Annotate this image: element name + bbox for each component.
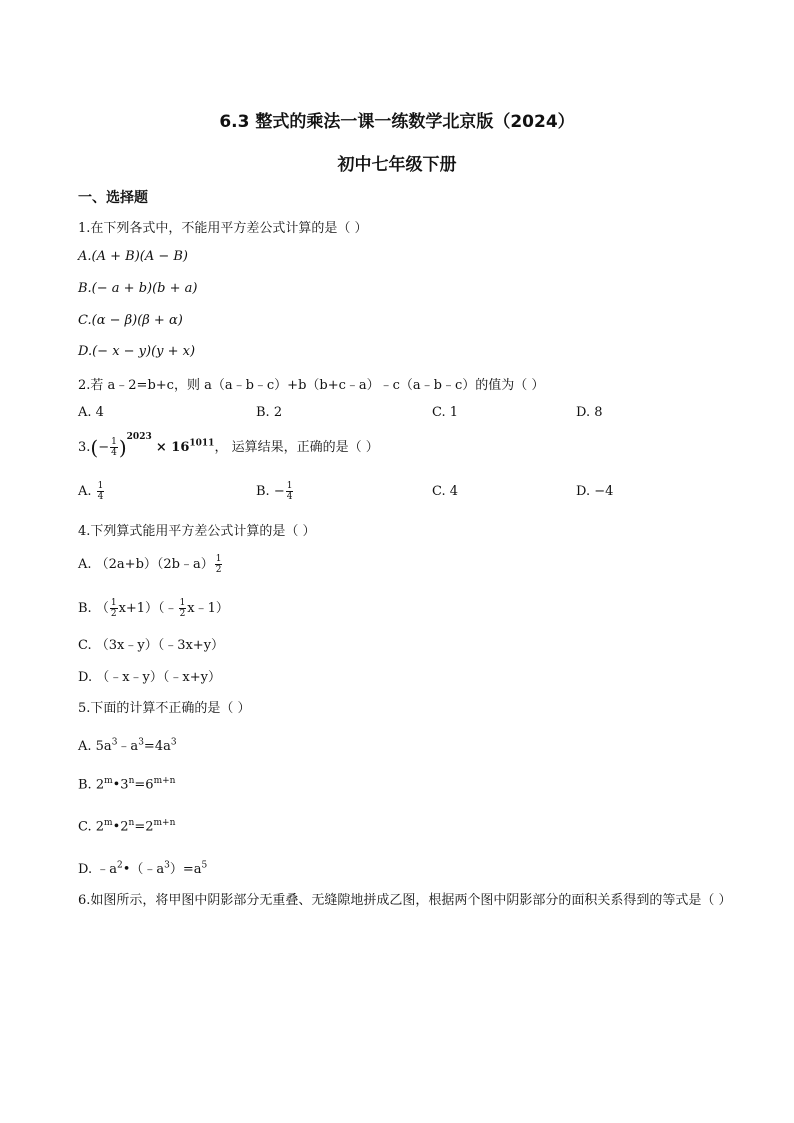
- question-6-stem: 6.如图所示，将甲图中阴影部分无重叠、无缝隙地拼成乙图，根据两个图中阴影部分的面积关系得到的等式是（ ）: [78, 893, 732, 908]
- close-paren: ): [118, 435, 127, 460]
- question-2-stem: 2.若 a﹣2=b+c，则 a（a﹣b﹣c）+b（b+c﹣a）﹣c（a﹣b﹣c）的值为（ ）: [78, 378, 545, 393]
- question-2-option-a: A. 4: [78, 405, 104, 420]
- question-2-option-b: B. 2: [256, 405, 283, 420]
- question-2-option-c: C. 1: [432, 405, 459, 420]
- question-4-stem: 4.下列算式能用平方差公式计算的是（ ）: [78, 524, 316, 539]
- question-5-stem: 5.下面的计算不正确的是（ ）: [78, 701, 251, 716]
- open-paren: (: [90, 435, 99, 460]
- question-5-option-a: A. $5a^3﹣a^3=4a^3$: [78, 737, 177, 754]
- question-3-option-c: C. 4: [432, 484, 459, 499]
- question-3-fraction: $\frac{1}{4}$: [111, 437, 117, 458]
- question-1-option-d: D.(− x − y)(y + x): [78, 344, 196, 359]
- question-5-option-d: D. $﹣a^2•(﹣a^3)=a^5$: [78, 860, 208, 877]
- question-3-prefix: 3.: [78, 440, 91, 455]
- question-3-option-b: B. − $\frac{1}{4}$: [256, 481, 293, 502]
- question-1-stem: 1.在下列各式中，不能用平方差公式计算的是（ ）: [78, 221, 368, 236]
- question-3-sign: −: [98, 440, 110, 455]
- question-1-option-a: A.(A + B)(A − B): [78, 249, 189, 264]
- question-3-times: × 16: [155, 440, 190, 455]
- question-1-option-b: B.(− a + b)(b + a): [78, 281, 198, 296]
- question-3-stem: [78, 432, 379, 460]
- question-5-option-b: B. $2^m•3^n=6^{m+n}$: [78, 776, 176, 793]
- page-title: 6.3 整式的乘法一课一练数学北京版（2024）: [219, 112, 575, 132]
- question-3-suffix: ， 运算结果，正确的是（ ）: [214, 440, 379, 455]
- question-3-option-a: A. $\frac{1}{4}$: [78, 481, 104, 502]
- question-5-option-c: C. $2^m•2^n=2^{m+n}$: [78, 818, 176, 835]
- question-1-option-c: C.(α − β)(β + α): [78, 313, 183, 328]
- question-3-exponent-1: 2023: [126, 432, 152, 442]
- question-4-option-d: D. （﹣x﹣y）（﹣x+y）: [78, 670, 221, 685]
- question-4-option-c: C. （3x﹣y）（﹣3x+y）: [78, 638, 225, 653]
- page-subtitle: 初中七年级下册: [337, 155, 457, 175]
- question-3-option-d: D. −4: [576, 484, 614, 499]
- section-heading: 一、选择题: [78, 190, 148, 206]
- question-3-exponent-2: 1011: [189, 438, 215, 449]
- question-4-option-b: B. （ $\frac{1}{2}$ x+1）（﹣ $\frac{1}{2}$ x﹣1）: [78, 598, 229, 619]
- question-2-option-d: D. 8: [576, 405, 603, 420]
- question-4-option-a: A. （2a+b）（2b﹣a） $\frac{1}{2}$: [78, 554, 222, 575]
